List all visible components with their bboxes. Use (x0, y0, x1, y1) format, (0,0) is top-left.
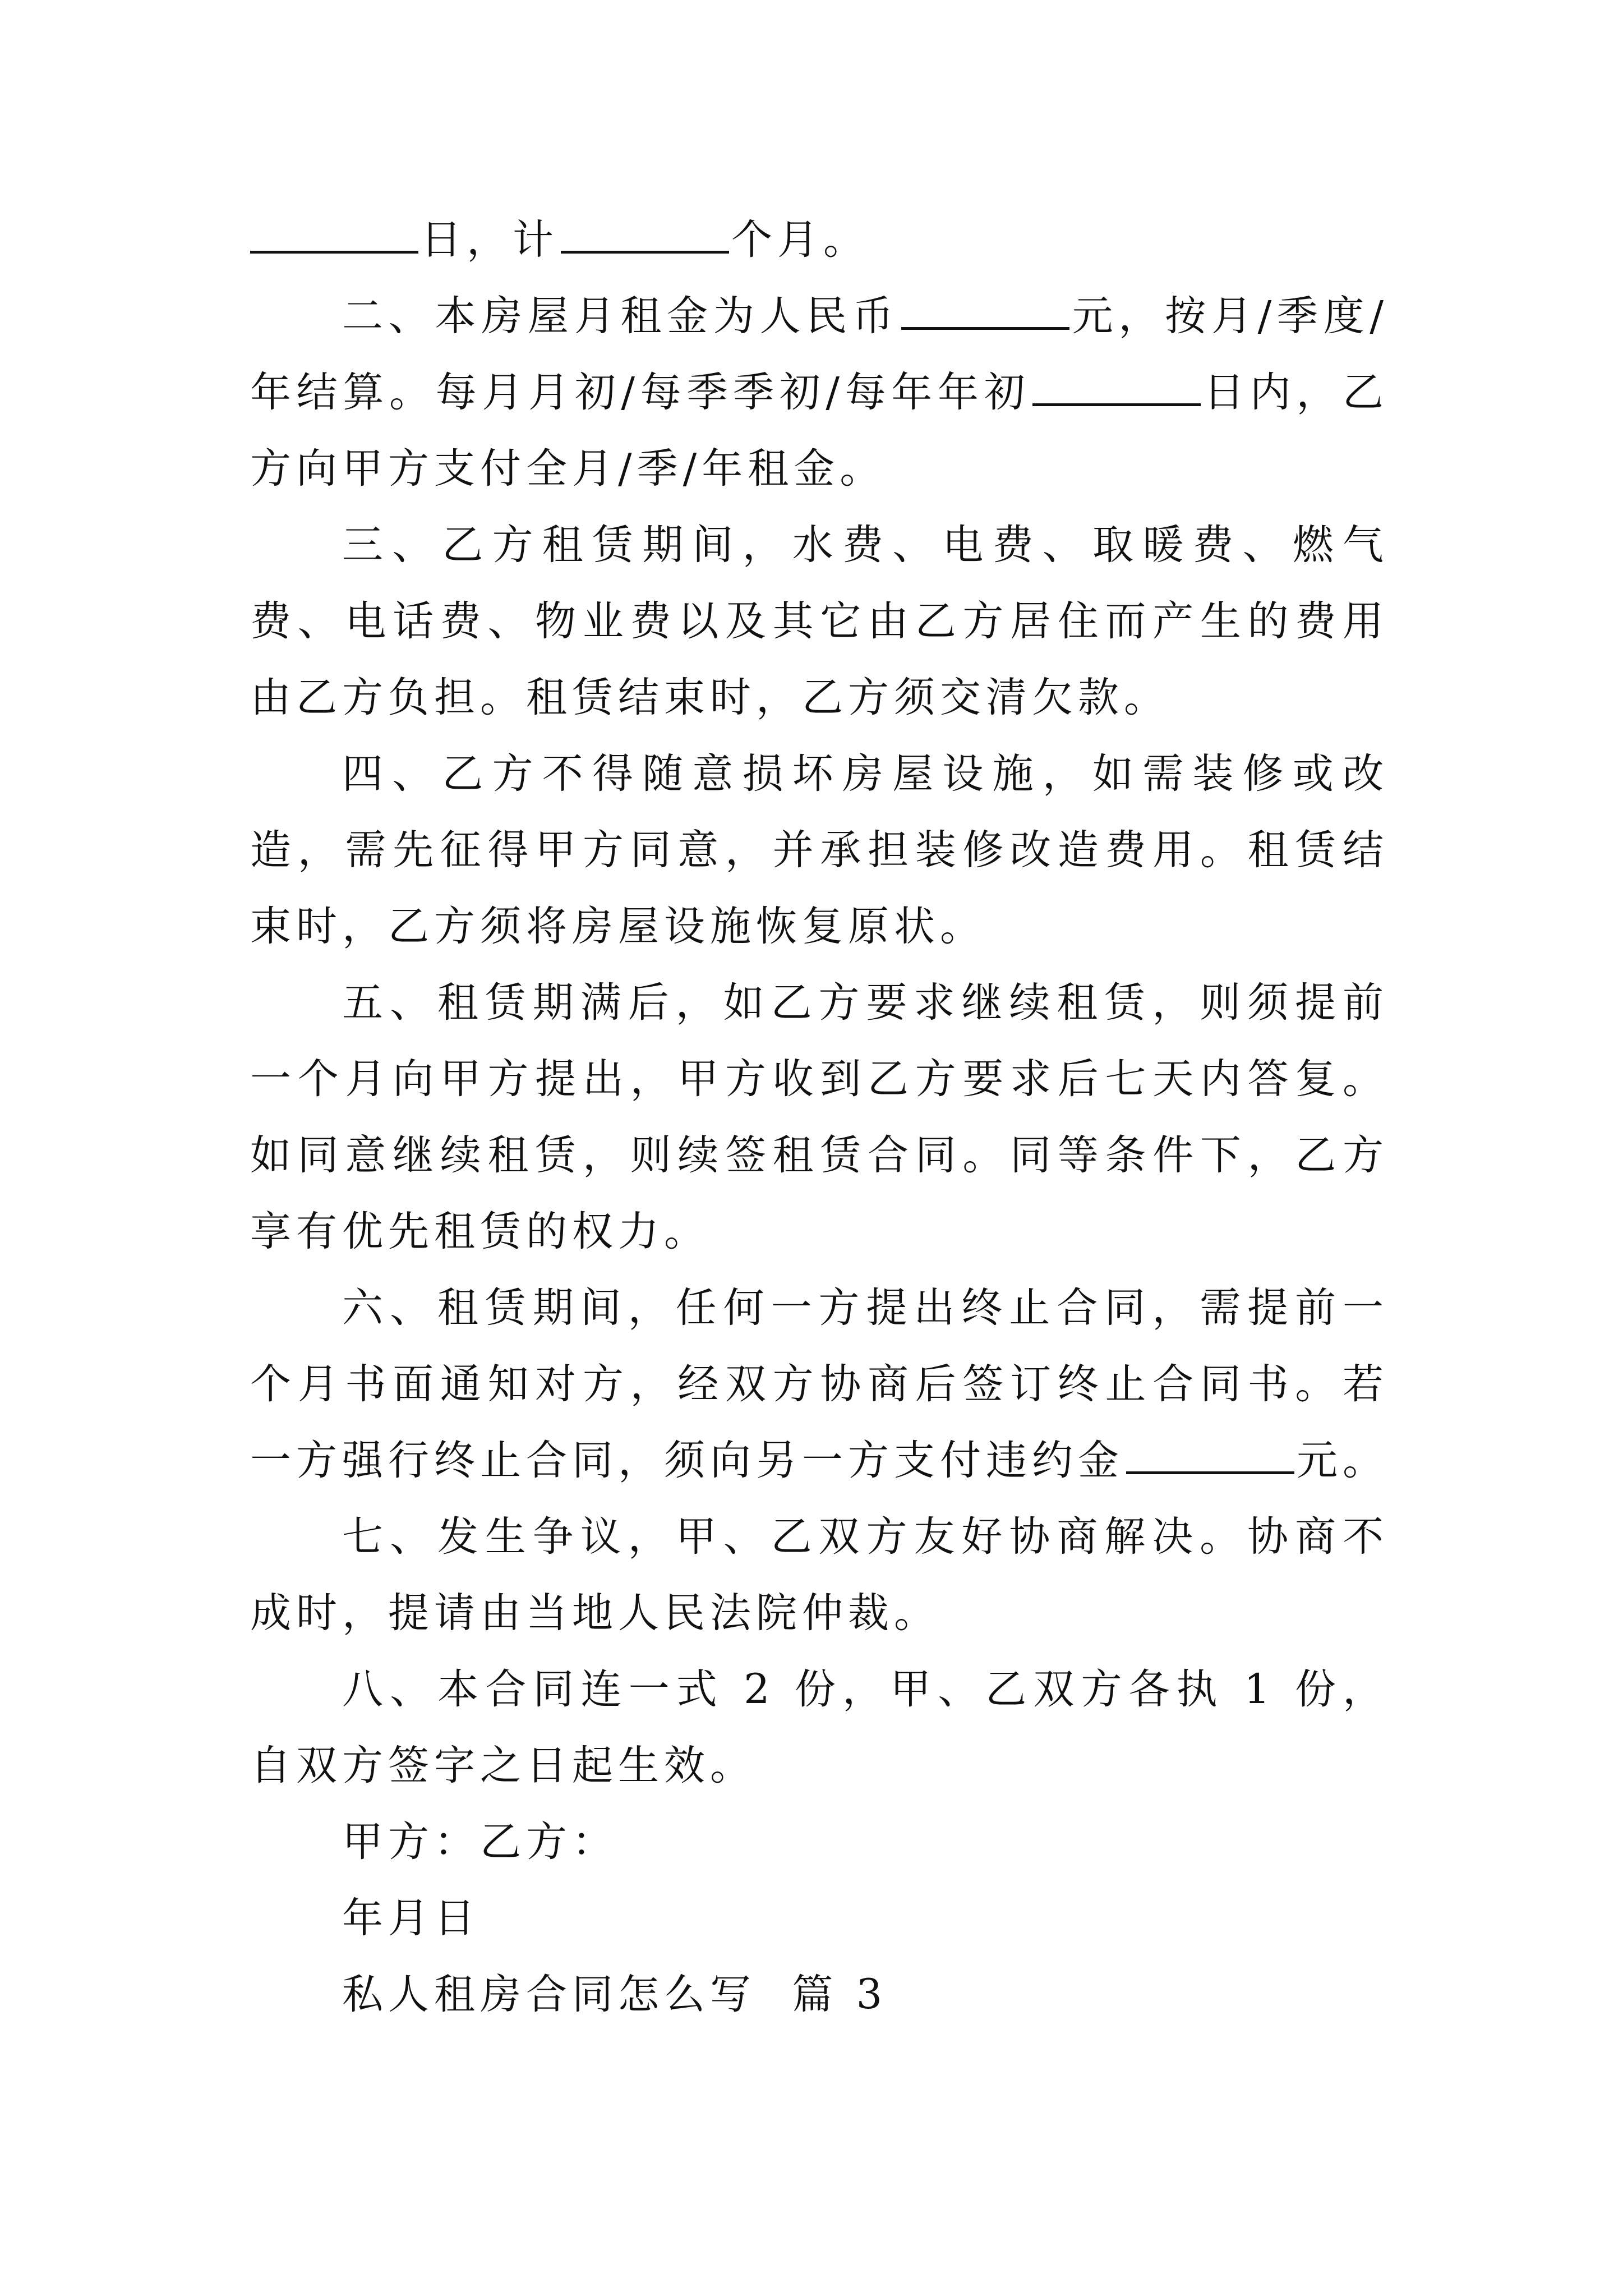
clause-text: 二、本房屋月租金为人民币 (342, 292, 899, 340)
clause-renewal: 五、租赁期满后，如乙方要求继续租赁，则须提前一个月向甲方提出，甲方收到乙方要求后七天内答复。如同意继续租赁，则续签租赁合同。同等条件下，乙方享有优先租赁的权力。 (250, 979, 1389, 1255)
blank-field (901, 290, 1069, 330)
blank-field (250, 214, 418, 254)
clause-copies: 八、本合同连一式 2 份，甲、乙双方各执 1 份，自双方签字之日起生效。 (250, 1665, 1389, 1789)
clause-text: 个月。 (731, 216, 869, 264)
blank-field (561, 214, 729, 254)
clause-term-continuation (250, 202, 1389, 278)
signature-line: 甲方：乙方： (342, 1818, 618, 1866)
clause-text: 元，按月/季度/年结算。每月月初/每季季初/每年年初 (250, 292, 1389, 416)
date-line: 年月日 (342, 1894, 480, 1942)
clause-text: 日，计 (421, 216, 559, 264)
clause-rent (250, 278, 1389, 507)
blank-field (1126, 1434, 1294, 1474)
clause-fees: 三、乙方租赁期间，水费、电费、取暖费、燃气费、电话费、物业费以及其它由乙方居住而产生的费用由乙方负担。租赁结束时，乙方须交清欠款。 (250, 521, 1389, 721)
clause-text: 元。 (1297, 1437, 1389, 1484)
clause-text: 六、租赁期间，任何一方提出终止合同，需提前一个月书面通知对方，经双方协商后签订终止合同书。若一方强行终止合同，须向另一方支付违约金 (250, 1284, 1389, 1484)
clause-termination (250, 1270, 1389, 1499)
section-heading: 私人租房合同怎么写 篇 3 (342, 1971, 888, 2018)
clause-text: 日内，乙方向甲方支付全月/季/年租金。 (250, 369, 1389, 493)
clause-dispute: 七、发生争议，甲、乙双方友好协商解决。协商不成时，提请由当地人民法院仲裁。 (250, 1513, 1389, 1637)
clause-facilities: 四、乙方不得随意损坏房屋设施，如需装修或改造，需先征得甲方同意，并承担装修改造费用。租赁结束时，乙方须将房屋设施恢复原状。 (250, 750, 1389, 950)
document-body (250, 202, 1389, 2033)
blank-field (1032, 366, 1201, 406)
